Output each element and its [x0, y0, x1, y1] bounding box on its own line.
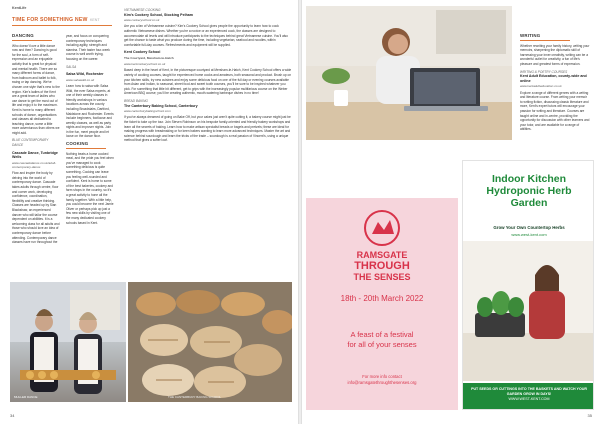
paragraph: Whether rewriting your family history, writing your memoirs, sharpening the diplomatic skill of harnessing your inner creativity, writing can be a wonderful outlet for creativity, a fun of life's pleasure and greatest forms of expression.: [520, 43, 590, 66]
festival-contact-label: For more info contact: [362, 374, 402, 379]
caption-place: Kim's Cookery School, Stocking Pelham: [124, 12, 193, 17]
paragraph: Explore a range of different genres with a writing and literature course. From writing your memoir to writing fiction, discussing classic literature and more, Kent's expert tutors will encourage your passion for writing and literature. Courses are taught online and in-centre, providing the opportunity for discussion with other learners and your tutor, and are available for a range of abilities.: [520, 90, 590, 132]
heading-dancing: DANCING: [12, 34, 34, 38]
festival-title-line2: THROUGH: [354, 260, 410, 272]
caption-label: VIETNAMESE COOKING: [124, 8, 161, 12]
magazine-name: KentLife: [12, 6, 27, 10]
paragraph: Are you a fan of Vietnamese cuisine? Kim's Cookery School gives people the opportunity to learn how to cook authentic Vietnamese dishes. Whether you're a novice or an experienced cook, the classes are designed to accommodate all levels and will introduce participants to the techniques behind great Vietnamese cuisine. You'll also get the chance to taste what you produce during the time, including vegetarian, seafood and noodles, within comfortable full-day courses. Refreshments and equipment will be supplied.: [124, 24, 288, 47]
photo-dancers-illustration: [10, 282, 126, 402]
page-number: 35: [587, 413, 592, 418]
photo-caption: MULLER DANCE: [14, 395, 38, 399]
left-page: [0, 0, 298, 424]
caption-place: Cascade Dance, Tunbridge Wells: [12, 150, 58, 160]
garden-subtitle: Grow Your Own Countertop Herbs: [493, 225, 565, 230]
paragraph: Learn how to salsa with Salsa Wild, the ever Salsa experts, at one of their weekly classes in friendly workshops in various locations across the county including Broadstairs, Dartford, Maidstone and Rochester. Events include beginners, footloose and weekly classes, as well as party nights and improver nights. Join in the fun, meet people and let loose on the dance floor.: [66, 83, 114, 139]
caption-label: WRITING & POETRY COURSES: [520, 69, 568, 74]
heading-writing: WRITING: [520, 34, 541, 38]
heading-cooking: COOKING: [66, 141, 89, 147]
garden-title: Indoor Kitchen Hydroponic Herb Garden: [486, 173, 572, 209]
ad-herb-garden[interactable]: [462, 160, 594, 410]
caption-place: Kent Adult Education, county-wide and online: [520, 74, 587, 83]
caption-web: www.cascadedance.co.uk/adult-contemporary-dance: [12, 160, 57, 170]
paragraph: Flow and inspire the body by delving into the world of contemporary dance. Cascade takes adults through centre, floor and corner work, developing confidence, coordination, flexibility and creative thinking. Classes are headed up by Sian Blackshaw, an experienced dancer who will tailor the course dependent on abilities. It is a welcoming class for all adults and those who should love an idea of contemporary dance before attending. Contemporary dance classes have run throughout the: [12, 171, 60, 245]
subheading: Kent Cookery School: [124, 50, 161, 55]
garden-footer-bar: [463, 383, 594, 410]
garden-photo: [463, 241, 594, 381]
paragraph: Nothing beats a home cooked meal, and the pride you feel when you've managed to cook something delicious is quite something. Cooking can leave you feeling well-rounded and confident. Kent is home to some of the best bakeries, cookery and farm shops in the country, so it's a great activity to hone all the family together. With a little help, you could become the next Jamie Oliver or perhaps pick up just a few new skills by visiting one of the many dedicated cookery schools based in Kent.: [66, 151, 114, 225]
subheading-web: www.kentcookeryschool.co.uk: [124, 62, 166, 67]
photo-writing: [306, 6, 512, 140]
photo-writing-illustration: [306, 6, 512, 140]
ad-ramsgate-festival[interactable]: [306, 198, 458, 410]
subheading: The Canterbury Baking School, Canterbury: [124, 103, 198, 108]
section-title: TIME FOR SOMETHING NEW: [12, 17, 88, 23]
caption-label: BREAD BAKING: [124, 98, 148, 103]
caption-place: Salsa Wild, Rochester: [66, 72, 104, 77]
photo-caption: THE CANTERBURY BAKING SCHOOL: [168, 395, 222, 399]
photo-bread: [128, 282, 292, 402]
title-rule: [12, 25, 112, 26]
paragraph: Based deep in the heart of Kent, in the picturesque courtyard at Mersham-le-Hatch, Kent Cookery School offers a wide variety of cooking courses, taught for experienced home cooks and amateurs, both seasonal and product. Brush up on your kitchen skills, try new cuisines and enjoy some delicious food on one of the full day or evening courses available from Asian and Indian, to seasonal, street food and sweet tooth courses, you'll be sure to be inspired whatever you pick. For something that little bit different, get to grips with the increasingly popular multifarious course on the Weber American BBQ course; you'll be creating authentic, mouth-watering barbeque dishes in no time!: [124, 68, 292, 96]
paragraph: If you've always dreamed of going on Bake Off, but your cakes just aren't quite cutting it, a bakery course might just be the ticket to take up the tour. Join Steven Robinson on his bespoke family-oriented and friendly bakery workshops and learn all the secrets of baking. Learn how to make artisan specialist breads or bagels and pretzels; these are ideal for making progress with breadmaking or for keen bakers wanting to learn more advanced techniques. Master the art and science behind sourdough and learn the tricks of the trade – sourdough is a real passion of Vincent's, using a unique method that gives a softer loaf.: [124, 115, 291, 143]
section-kicker: KENT: [90, 18, 100, 22]
festival-tagline1: A feast of a festival: [350, 330, 414, 339]
page-number: 34: [10, 413, 15, 418]
garden-web[interactable]: www.west-kent.com: [511, 232, 547, 237]
caption-web: www.cookeryschool.co.uk: [124, 18, 160, 23]
text-column-3: [124, 8, 292, 280]
caption-label: SALSA: [66, 64, 77, 69]
photo-bread-illustration: [128, 282, 292, 402]
subheading-web: www.canterburybakingschool.com: [124, 109, 171, 114]
festival-title-line3: THE SENSES: [353, 272, 411, 282]
text-column-2: [66, 34, 114, 274]
garden-footer-text: PUT SEEDS OR CUTTINGS INTO THE BASKETS AND WATCH YOUR GARDEN GROW IN DAYS!: [471, 387, 587, 396]
caption-label: BLUE CONTEMPORARY DANCE: [12, 138, 49, 148]
festival-dates: 18th - 20th March 2022: [340, 294, 424, 303]
festival-title-line1: RAMSGATE: [356, 250, 408, 260]
festival-contact-email[interactable]: info@ramsgatethroughthesenses.org: [347, 379, 417, 385]
ramsgate-logo-icon: [362, 208, 402, 248]
photo-dancers: [10, 282, 126, 402]
caption-web: www.salsawild.co.uk: [66, 77, 95, 82]
festival-tagline2: for all of your senses: [347, 339, 417, 349]
right-page: [302, 0, 600, 424]
text-column-1: [12, 34, 60, 274]
garden-footer-web[interactable]: WWW.WEST-KENT.COM: [508, 397, 550, 402]
paragraph: Who doesn't love a little dance now and then? Dancing is good for the soul, a form of self-expression and an enjoyable activity that is great for physical and mental health. There are so many different forms of dance, from ballroom and ballet to folk, swing or tap dancing. We've chosen one style that's new to the region. Kim's ladies of the Kent are a great team of ladies who use dance to get the most out of life and enjoy it to the maximum. Kent is home to many different schools of dance, organisations and classes all dedicated to teaching dance, some a little more adventurous than others we might add.: [12, 43, 60, 135]
paragraph: year, and focus on conquering contemporary techniques including agility, strength and stamina. Their taster four-week course is well worth trying, focusing on the career.: [66, 34, 110, 61]
subheading-place: The Courtyard, Mereham-le-Hatch: [124, 55, 174, 60]
caption-web: www.kentadulteducation.co.uk: [520, 84, 562, 89]
